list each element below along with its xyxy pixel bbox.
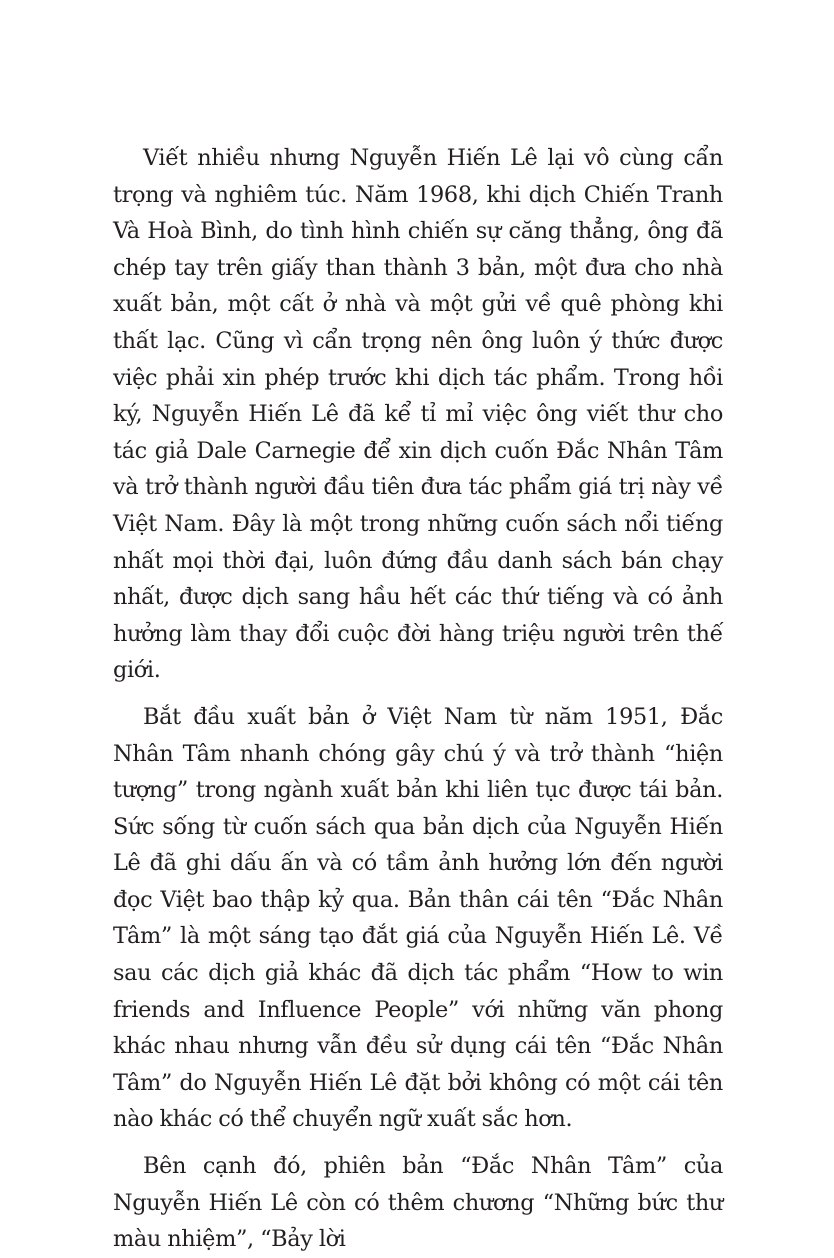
paragraph-1: Viết nhiều nhưng Nguyễn Hiến Lê lại vô cùng cẩn trọng và nghiêm túc. Năm 1968, khi dịch Chiến Tranh Và Hoà Bình, do tình hình chiến sự căng thẳng, ông đã chép tay trên giấy than thành 3 bản, một đưa cho nhà xuất bản, một cất ở nhà và một gửi về quê phòng khi thất lạc. Cũng vì cẩn trọng nên ông luôn ý thức được việc phải xin phép trước khi dịch tác phẩm. Trong hồi ký, Nguyễn Hiến Lê đã kể tỉ mỉ việc ông viết thư cho tác giả Dale Carnegie để xin dịch cuốn Đắc Nhân Tâm và trở thành người đầu tiên đưa tác phẩm giá trị này về Việt Nam. Đây là một trong những cuốn sách nổi tiếng nhất mọi thời đại, luôn đứng đầu danh sách bán chạy nhất, được dịch sang hầu hết các thứ tiếng và có ảnh hưởng làm thay đổi cuộc đời hàng triệu người trên thế giới.	[113, 145, 723, 684]
body-text	[113, 140, 723, 1258]
paragraph-2: Bắt đầu xuất bản ở Việt Nam từ năm 1951, Đắc Nhân Tâm nhanh chóng gây chú ý và trở thành “hiện tượng” trong ngành xuất bản khi liên tục được tái bản. Sức sống từ cuốn sách qua bản dịch của Nguyễn Hiến Lê đã ghi dấu ấn và có tầm ảnh hưởng lớn đến người đọc Việt bao thập kỷ qua. Bản thân cái tên “Đắc Nhân Tâm” là một sáng tạo đắt giá của Nguyễn Hiến Lê. Về sau các dịch giả khác đã dịch tác phẩm “How to win friends and Influence People” với những văn phong khác nhau nhưng vẫn đều sử dụng cái tên “Đắc Nhân Tâm” do Nguyễn Hiến Lê đặt bởi không có một cái tên nào khác có thể chuyển ngữ xuất sắc hơn.	[113, 703, 723, 1133]
paragraph-3: Bên cạnh đó, phiên bản “Đắc Nhân Tâm” của Nguyễn Hiến Lê còn có thêm chương “Những bức thư màu nhiệm”, “Bảy lời	[113, 1153, 723, 1253]
